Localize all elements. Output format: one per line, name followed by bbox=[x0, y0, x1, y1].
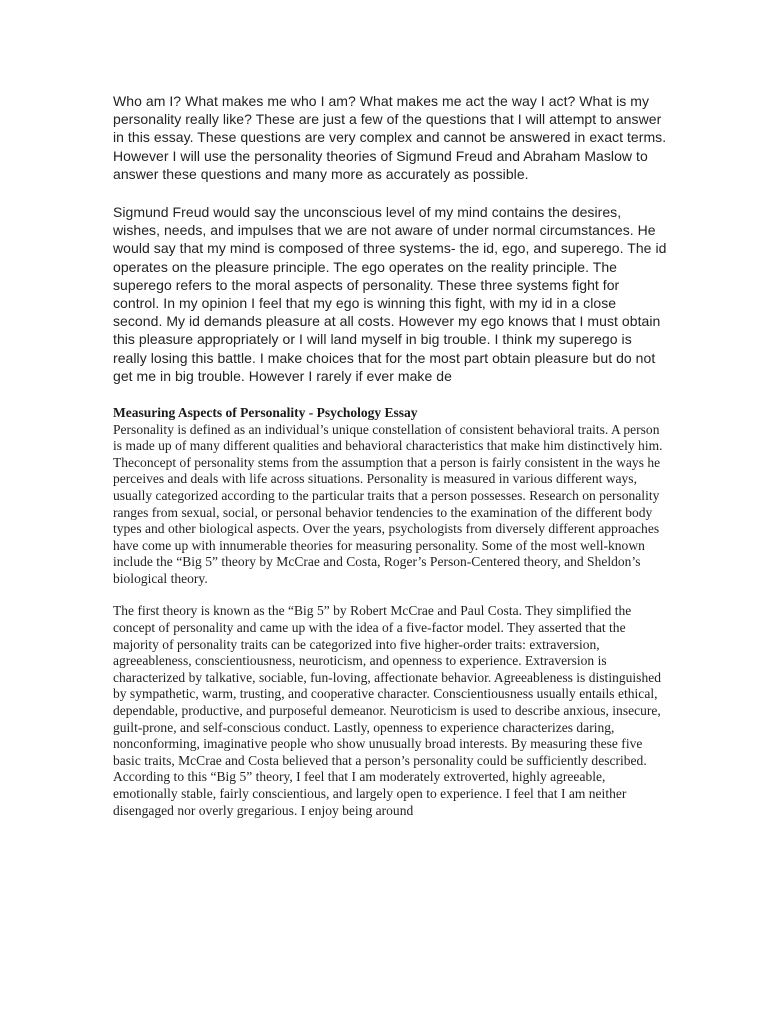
second-essay-paragraph-1: Personality is defined as an individual’s unique constellation of consistent behavioral traits. A person is made up of many different qualities and behavioral characteristics that make him distinctively him. Theconcept of personality stems from the assumption that a person is fairly consistent in the ways he perceives and deals with life across situations. Personality is measured in various different ways, usually categorized according to the particular traits that a person possesses. Research on personality ranges from sexual, social, or personal behavior tendencies to the examination of the different body types and other biological aspects. Over the years, psychologists from diversely different approaches have come up with innumerable theories for measuring personality. Some of the most well-known include the “Big 5” theory by McCrae and Costa, Roger’s Person-Centered theory, and Sheldon’s biological theory. bbox=[113, 421, 663, 586]
essay-intro-section bbox=[113, 92, 668, 385]
second-essay-paragraph-2: The first theory is known as the “Big 5” by Robert McCrae and Paul Costa. They simplified the concept of personality and came up with the idea of a five-factor model. They asserted that the majority of personality traits can be categorized into five higher-order traits: extraversion, agreeableness, conscientiousness, neuroticism, and openness to experience. Extraversion is characterized by talkative, sociable, fun-loving, affectionate behavior. Agreeableness is distinguished by sympathetic, warm, trusting, and cooperative character. Conscientiousness usually entails ethical, dependable, productive, and purposeful demeanor. Neuroticism is used to describe anxious, insecure, guilt-prone, and self-conscious conduct. Lastly, openness to experience characterizes daring, nonconforming, imaginative people who show unusually broad interests. By measuring these five basic traits, McCrae and Costa believed that a person’s personality could be sufficiently described. According to this “Big 5” theory, I feel that I am moderately extroverted, highly agreeable, emotionally stable, fairly conscientious, and largely open to experience. I feel that I am neither disengaged nor overly gregarious. I enjoy being around bbox=[113, 603, 661, 818]
second-essay-heading: Measuring Aspects of Personality - Psychology Essay bbox=[113, 405, 418, 421]
essay-intro-paragraph-2: Sigmund Freud would say the unconscious level of my mind contains the desires, wishes, needs, and impulses that we are not aware of under normal circumstances. He would say that my mind is composed of three systems- the id, ego, and superego. The id operates on the pleasure principle. The ego operates on the reality principle. The superego refers to the moral aspects of personality. These three systems fight for control. In my opinion I feel that my ego is winning this fight, with my id in a close second. My id demands pleasure at all costs. However my ego knows that I must obtain this pleasure appropriately or I will land myself in big trouble. I think my superego is really losing this battle. I make choices that for the most part obtain pleasure but do not get me in big trouble. However I rarely if ever make de bbox=[113, 204, 667, 384]
second-essay-section bbox=[113, 405, 668, 819]
essay-intro-paragraph-1: Who am I? What makes me who I am? What makes me act the way I act? What is my personality really like? These are just a few of the questions that I will attempt to answer in this essay. These questions are very complex and cannot be answered in exact terms. However I will use the personality theories of Sigmund Freud and Abraham Maslow to answer these questions and many more as accurately as possible. bbox=[113, 93, 667, 182]
